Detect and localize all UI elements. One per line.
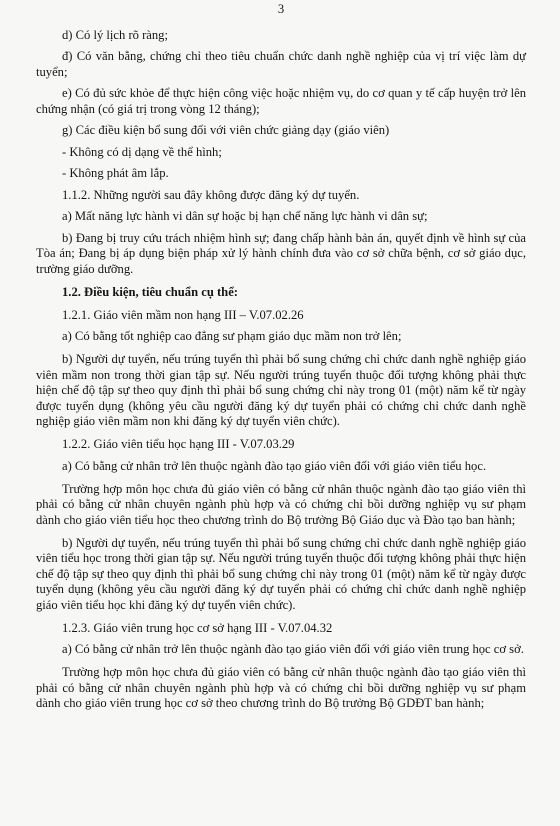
paragraph-primary-a: a) Có bằng cử nhân trở lên thuộc ngành đào tạo giáo viên đối với giáo viên tiểu học. bbox=[62, 458, 487, 473]
paragraph-exclusion-a: a) Mất năng lực hành vi dân sự hoặc bị hạn chế năng lực hành vi dân sự; bbox=[62, 209, 428, 223]
paragraph-primary-exception: Trường hợp môn học chưa đủ giáo viên có bằng cử nhân thuộc ngành đào tạo giáo viên thì phải có bằng cử nhân chuyên ngành phù hợp và có chứng chỉ bồi dưỡng nghiệp vụ sư phạm dành cho giáo viên tiểu học theo chương trình do Bộ trưởng Bộ Giáo dục và Đào tạo ban hành; bbox=[36, 481, 526, 527]
paragraph-secondary-a: a) Có bằng cử nhân trở lên thuộc ngành đào tạo giáo viên đối với giáo viên trung học cơ sở. bbox=[62, 642, 524, 656]
paragraph-primary-b: b) Người dự tuyển, nếu trúng tuyển thì phải bổ sung chứng chỉ chức danh nghề nghiệp giáo viên tiểu học trong thời gian tập sự. Nếu người trúng tuyển thuộc đối tượng không phải thực hiện chế độ tập sự theo quy định thì phải bổ sung chứng chỉ này trong 01 (một) năm kể từ ngày được tuyển dụng (không yêu cầu người đăng ký dự tuyển phải có chứng chỉ chức danh nghề nghiệp giáo viên tiểu học khi đăng ký dự tuyển viên chức). bbox=[36, 535, 526, 612]
paragraph-preschool-a: a) Có bằng tốt nghiệp cao đẳng sư phạm giáo dục mầm non trở lên; bbox=[62, 329, 402, 343]
page-number: 3 bbox=[277, 2, 285, 16]
paragraph-bullet-speech: - Không phát âm lắp. bbox=[62, 166, 169, 180]
paragraph-secondary-exception: Trường hợp môn học chưa đủ giáo viên có bằng cử nhân thuộc ngành đào tạo giáo viên thì phải có bằng cử nhân chuyên ngành phù hợp và có chứng chỉ bồi dưỡng nghiệp vụ sư phạm dành cho giáo viên trung học cơ sở theo chương trình do Bộ trưởng Bộ GDĐT ban hành; bbox=[36, 665, 526, 710]
section-1-2-2-heading: 1.2.2. Giáo viên tiểu học hạng III - V.07.03.29 bbox=[62, 437, 295, 451]
paragraph-criteria-dd: đ) Có văn bằng, chứng chỉ theo tiêu chuẩn chức danh nghề nghiệp của vị trí việc làm dự tuyển; bbox=[36, 49, 526, 79]
paragraph-exclusion-b: b) Đang bị truy cứu trách nhiệm hình sự; đang chấp hành bản án, quyết định về hình sự của Tòa án; Đang bị áp dụng biện pháp xử lý hành chính đưa vào cơ sở chữa bệnh, cơ sở giáo dục, trường giáo dưỡng. bbox=[36, 230, 526, 276]
section-1-1-2-heading: 1.1.2. Những người sau đây không được đăng ký dự tuyển. bbox=[62, 187, 360, 202]
paragraph-criteria-e: e) Có đủ sức khỏe để thực hiện công việc hoặc nhiệm vụ, do cơ quan y tế cấp huyện trở lên chứng nhận (có giá trị trong vòng 12 tháng); bbox=[36, 86, 526, 116]
section-1-2-1-heading: 1.2.1. Giáo viên mầm non hạng III – V.07.02.26 bbox=[62, 307, 304, 322]
paragraph-bullet-body: - Không có dị dạng về thể hình; bbox=[62, 144, 222, 159]
paragraph-criteria-g: g) Các điều kiện bổ sung đối với viên chức giảng dạy (giáo viên) bbox=[62, 123, 390, 137]
section-1-2-3-heading: 1.2.3. Giáo viên trung học cơ sở hạng III - V.07.04.32 bbox=[62, 620, 333, 635]
section-1-2-heading: 1.2. Điều kiện, tiêu chuẩn cụ thể: bbox=[62, 284, 238, 299]
paragraph-criteria-d: d) Có lý lịch rõ ràng; bbox=[62, 27, 168, 42]
paragraph-preschool-b: b) Người dự tuyển, nếu trúng tuyển thì phải bổ sung chứng chỉ chức danh nghề nghiệp giáo viên mầm non trong thời gian tập sự. Nếu người trúng tuyển thuộc đối tượng không phải thực hiện chế độ tập sự theo quy định thì phải bổ sung chứng chỉ này trong 01 (một) năm kể từ ngày được tuyển dụng (không yêu cầu người đăng ký dự tuyển phải có chứng chỉ chức danh nghề nghiệp giáo viên mầm non khi đăng ký dự tuyển viên chức). bbox=[36, 352, 526, 428]
